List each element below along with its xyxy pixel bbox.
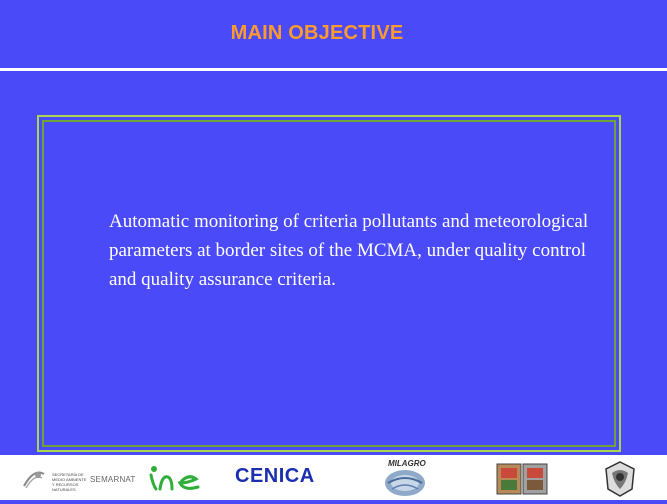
shields-logo [496, 463, 548, 495]
semarnat-emblem-icon [20, 466, 48, 492]
milagro-logo [380, 459, 430, 499]
semarnat-logo [20, 466, 136, 492]
title-divider [0, 68, 667, 71]
footer-logos [0, 455, 667, 500]
coat-of-arms-icon [496, 463, 548, 495]
cenica-logo: CENICA [235, 465, 315, 487]
unam-seal-icon [600, 459, 640, 499]
ine-logo [148, 463, 202, 493]
unam-logo [600, 459, 640, 499]
semarnat-small-text: SECRETARÍA DE MEDIO AMBIENTE Y RECURSOS NATURALES [52, 472, 87, 492]
slide-title: MAIN OBJECTIVE [230, 22, 404, 44]
objective-text: Automatic monitoring of criteria pollutants and meteorological parameters at border sites of the MCMA, under quality control and quality assurance criteria. [109, 211, 589, 290]
milagro-label: MILAGRO [388, 459, 426, 468]
semarnat-brand-text: SEMARNAT [90, 475, 136, 484]
ine-logo-icon [148, 463, 202, 493]
